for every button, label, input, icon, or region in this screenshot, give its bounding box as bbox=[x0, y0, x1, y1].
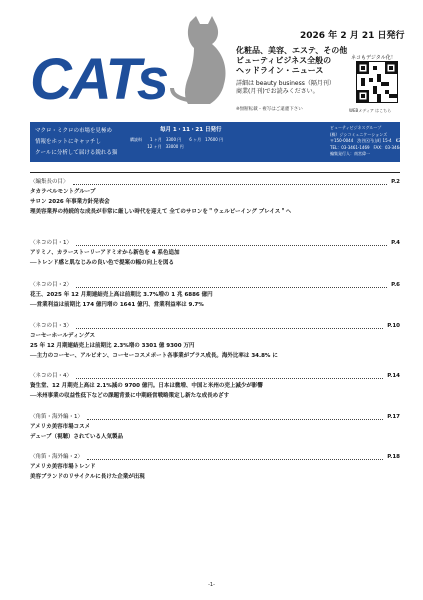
toc-section[interactable] bbox=[30, 321, 400, 361]
description bbox=[236, 80, 335, 96]
subscription-pricing bbox=[130, 136, 223, 150]
headline-line: アメリカ美容市場コスメ bbox=[30, 424, 91, 430]
headline-line: 花王、2025 年 12 月期連結売上高は前期比 3.7%増の 1 兆 6886 億円 bbox=[30, 292, 213, 298]
qr-caption: WEBメディア はこちら bbox=[349, 108, 392, 113]
toc-section[interactable] bbox=[30, 177, 400, 217]
description-line: 商業(月刊)でお読みください。 bbox=[236, 88, 319, 95]
section-label: 〈ネコの目・3〉 bbox=[30, 323, 72, 329]
band-tagline-line: クールに分析して届ける鋭れる猫 bbox=[35, 150, 118, 156]
page-ref: P.10 bbox=[387, 323, 400, 329]
headline-line: 理美容業界の持続的な成長が非常に厳しい時代を迎えて 全てのサロンを＂ウェルビーイング プレイス＂へ bbox=[30, 209, 292, 215]
publisher-info bbox=[330, 125, 420, 158]
headline-line: ──営業利益は前期比 174 億円増の 1641 億円、営業利益率は 9.7% bbox=[30, 302, 204, 308]
cats-logo: CATs bbox=[30, 47, 167, 112]
page-ref: P.17 bbox=[387, 414, 400, 420]
section-label: 〈角笛・海外編・1〉 bbox=[30, 414, 83, 420]
publisher-line: 〒150-0044 渋谷区円山町 15-4 K2 ビル 3F bbox=[330, 138, 417, 143]
band-tagline-line: 情報をホットにキャッチし bbox=[35, 139, 102, 145]
section-label: 〈ネコの目・1〉 bbox=[30, 240, 72, 246]
headline-line: アリミノ、カラーストーリーアドミオから新色を 4 系色追加 bbox=[30, 250, 180, 256]
page-ref: P.4 bbox=[391, 240, 400, 246]
issue-date: 2026 年 2 月 21 日発行 bbox=[300, 31, 405, 41]
qr-code-icon[interactable] bbox=[356, 61, 398, 103]
toc-section[interactable] bbox=[30, 412, 400, 442]
toc-section[interactable] bbox=[30, 280, 400, 310]
pricing-line: 購読料 1 ヶ月 3300 円 6 ヶ月 17600 円 bbox=[130, 137, 224, 142]
leader-dots bbox=[76, 373, 383, 379]
tagline bbox=[236, 46, 347, 76]
tagline-line: ビューティビジネス全般の bbox=[236, 56, 332, 65]
headline-line: ──トレンド感と肌なじみの良い色で提案の幅の向上を図る bbox=[30, 260, 174, 266]
page-number: -1- bbox=[208, 582, 215, 588]
copyright-note: ※無断転載・複写はご遠慮下さい bbox=[236, 107, 303, 112]
info-band bbox=[30, 122, 417, 162]
section-label: 〈編集長の目〉 bbox=[30, 179, 69, 185]
headline-line: サロン 2026 年事業方針発表会 bbox=[30, 199, 110, 205]
headline-line: コーセーホールディングス bbox=[30, 333, 95, 339]
tagline-line: ヘッドライン・ニュース bbox=[236, 66, 324, 75]
divider bbox=[30, 172, 400, 173]
page-ref: P.14 bbox=[387, 373, 400, 379]
leader-dots bbox=[73, 179, 388, 185]
band-tagline-line: マクロ・ミクロの市場を見極め bbox=[35, 128, 113, 134]
qr-title: ネコもデジタル化！ bbox=[351, 55, 396, 61]
leader-dots bbox=[76, 282, 387, 288]
section-label: 〈ネコの目・4〉 bbox=[30, 373, 72, 379]
publisher-line: TEL：03-3461-1469 FAX：03-3464-5746 bbox=[330, 144, 414, 150]
headline-line: ──主力のコーセー、アルビオン、コーセーコスメポート各事業がプラス成長。海外比率は 34.8% に bbox=[30, 353, 278, 359]
leader-dots bbox=[87, 454, 383, 460]
publication-schedule: 毎月 1・11・21 日発行 bbox=[160, 127, 222, 133]
leader-dots bbox=[76, 323, 383, 329]
toc-section[interactable] bbox=[30, 452, 400, 482]
publisher-line: 編集発行人：南宮偉一 bbox=[330, 151, 370, 156]
tagline-line: 化粧品、美容、エステ、その他 bbox=[236, 46, 348, 55]
toc-section[interactable] bbox=[30, 371, 400, 401]
headline-line: 資生堂、12 月期売上高は 2.1%減の 9700 億円。日本は微増、中国と米州の売上減少が影響 bbox=[30, 383, 263, 389]
headline-line: ──米州事業の収益性低下などの課題背景に中期経営戦略策定し新たな成長めざす bbox=[30, 393, 230, 399]
leader-dots bbox=[76, 240, 387, 246]
page-ref: P.6 bbox=[391, 282, 400, 288]
headline-line: 美容ブランドのリサイクルに長けた企業が出現 bbox=[30, 474, 145, 480]
headline-line: 25 年 12 月期連結売上は前期比 2.3%増の 3301 億 9300 万円 bbox=[30, 343, 195, 349]
headline-line: デューブ（視聴）されている人気製品 bbox=[30, 434, 124, 440]
publisher-line: ビューティビジネスグループ bbox=[330, 125, 382, 130]
headline-line: アメリカ美容市場トレンド bbox=[30, 464, 96, 470]
publisher-line: (株）ジシコミュニケーションズ bbox=[330, 131, 388, 137]
toc-section[interactable] bbox=[30, 238, 400, 268]
page-ref: P.2 bbox=[391, 179, 400, 185]
headline-line: タカラベルモントグループ bbox=[30, 189, 96, 195]
leader-dots bbox=[87, 414, 383, 420]
section-label: 〈ネコの目・2〉 bbox=[30, 282, 72, 288]
description-line: 詳細は beauty business（隔月刊） bbox=[236, 80, 335, 87]
page-ref: P.18 bbox=[387, 454, 400, 460]
section-label: 〈角笛・海外編・2〉 bbox=[30, 454, 83, 460]
pricing-line: 12 ヶ月 33000 円 bbox=[130, 144, 184, 149]
